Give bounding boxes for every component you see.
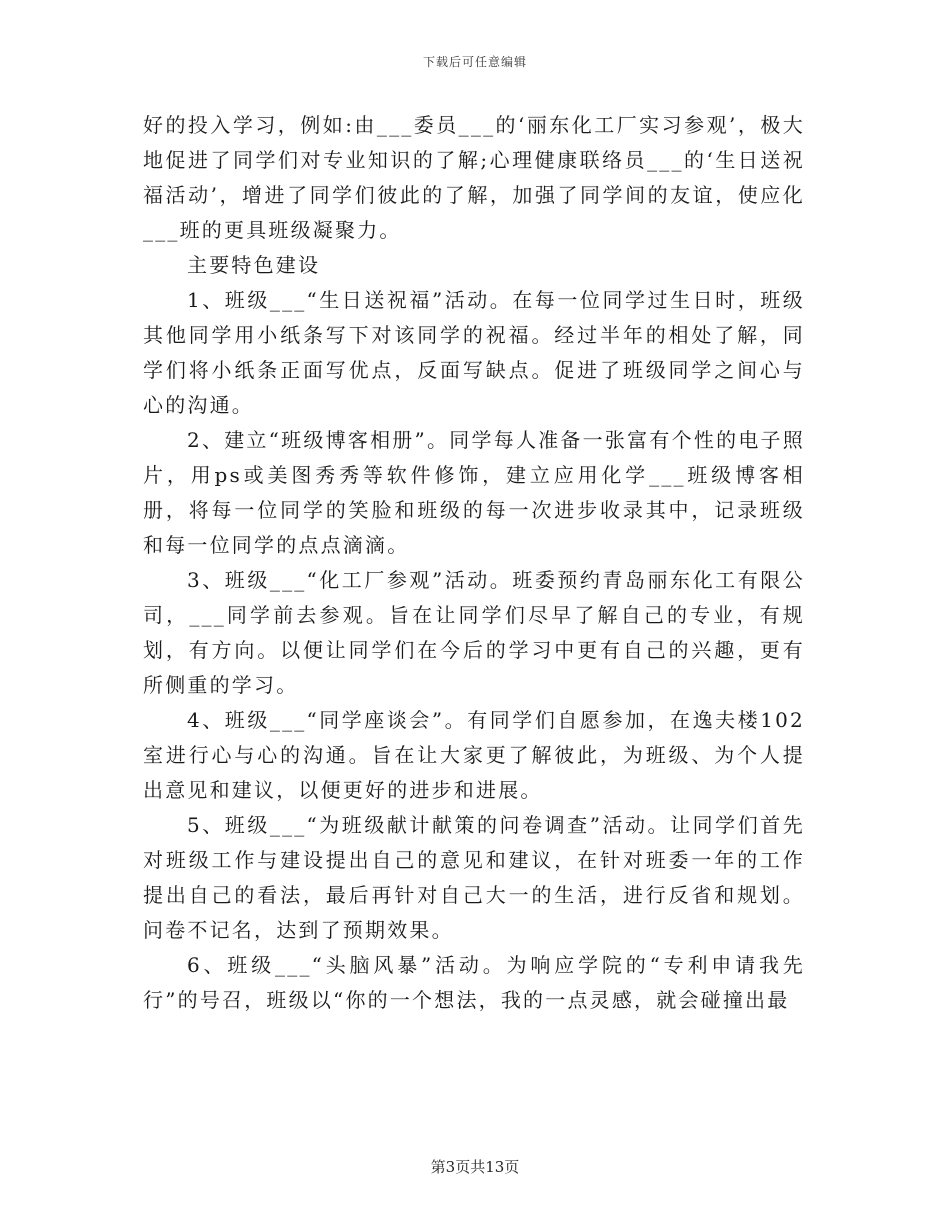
paragraph-intro-continued: 好的投入学习，例如:由___委员___的‘丽东化工厂实习参观’，极大地促进了同学们对专业知识的了解;心理健康联络员___的‘生日送祝福活动’，增进了同学们彼此的了解，加强了同学间的友谊，使应化___班的更具班级凝聚力。: [143, 113, 805, 242]
paragraph-item-3: 3、班级___“化工厂参观”活动。班委预约青岛丽东化工有限公司，___同学前去参观。旨在让同学们尽早了解自己的专业，有规划，有方向。以便让同学们在今后的学习中更有自己的兴趣，更有所侧重的学习。: [143, 568, 805, 697]
page-header-note: 下载后可任意编辑: [422, 55, 527, 69]
section-heading-features: 主要特色建设: [187, 253, 321, 277]
paragraph-item-4: 4、班级___“同学座谈会”。有同学们自愿参加，在逸夫楼102室进行心与心的沟通。旨在让大家更了解彼此，为班级、为个人提出意见和建议，以便更好的进步和进展。: [143, 708, 805, 802]
paragraph-item-5: 5、班级___“为班级献计献策的问卷调查”活动。让同学们首先对班级工作与建设提出自己的意见和建议，在针对班委一年的工作提出自己的看法，最后再针对自己大一的生活，进行反省和规划。问卷不记名，达到了预期效果。: [143, 813, 805, 942]
paragraph-item-2: 2、建立“班级博客相册”。同学每人准备一张富有个性的电子照片，用ps或美图秀秀等软件修饰，建立应用化学___班级博客相册，将每一位同学的笑脸和班级的每一次进步收录其中，记录班级和每一位同学的点点滴滴。: [143, 428, 805, 557]
paragraph-item-6: 6、班级___“头脑风暴”活动。为响应学院的“专利申请我先行”的号召，班级以“你的一个想法，我的一点灵感，就会碰撞出最: [143, 953, 805, 1012]
paragraph-item-1: 1、班级___“生日送祝福”活动。在每一位同学过生日时，班级其他同学用小纸条写下对该同学的祝福。经过半年的相处了解，同学们将小纸条正面写优点，反面写缺点。促进了班级同学之间心与心的沟通。: [143, 288, 805, 417]
page-footer-indicator: 第3页共13页: [430, 1158, 520, 1176]
document-body: [143, 108, 805, 1018]
